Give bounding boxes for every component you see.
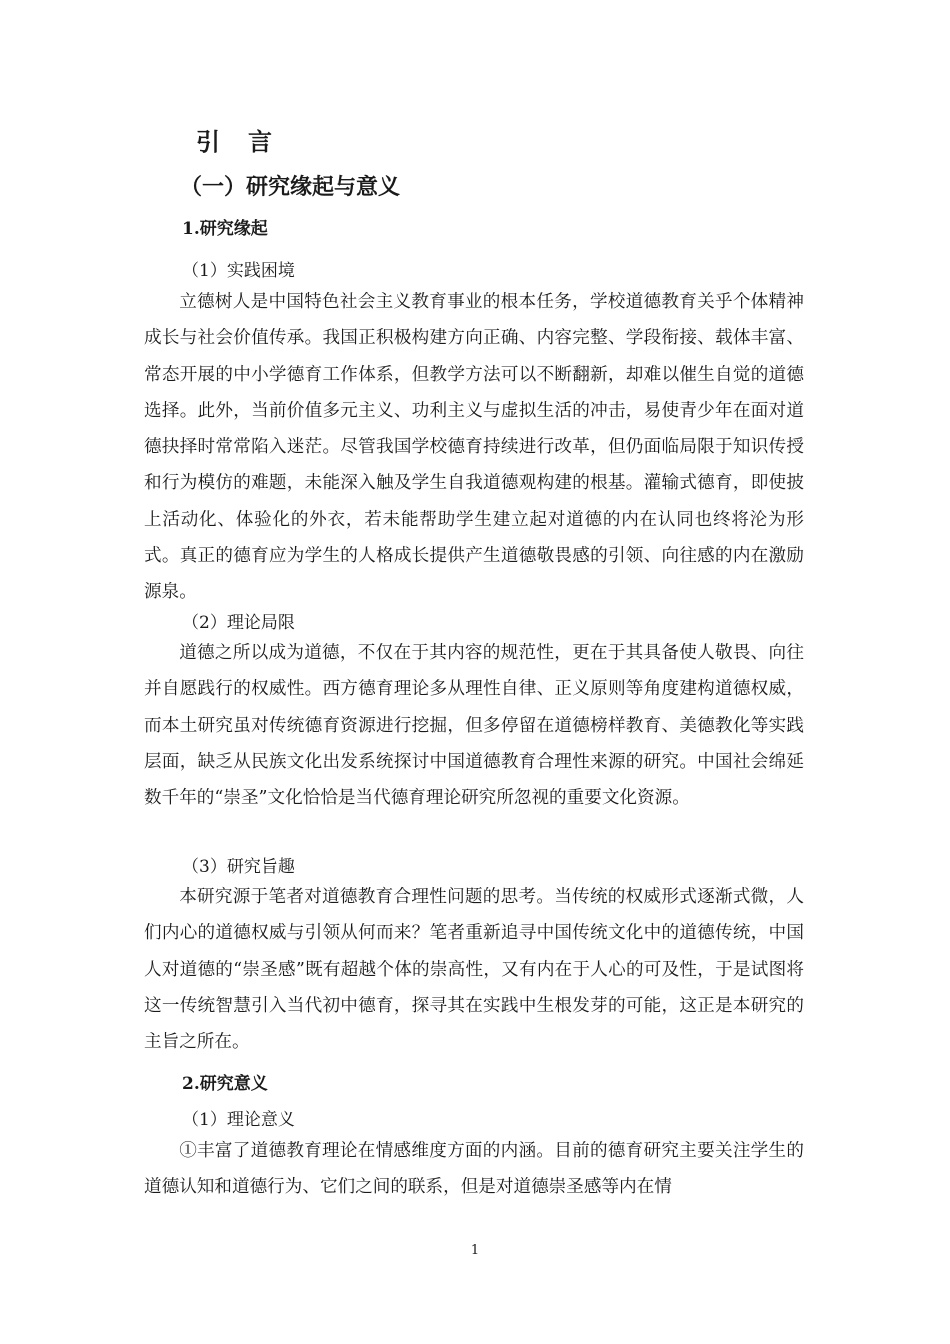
- section-title: （一）研究缘起与意义: [180, 174, 401, 200]
- chapter-title: 引 言: [196, 127, 274, 156]
- paragraph-practice: 立德树人是中国特色社会主义教育事业的根本任务，学校道德教育关乎个体精神成长与社会价值传承。我国正积极构建方向正确、内容完整、学段衔接、载体丰富、常态开展的中小学德育工作体系，但教学方法可以不断翻新，却难以催生自觉的道德选择。此外，当前价值多元主义、功利主义与虚拟生活的冲击，易使青少年在面对道德抉择时常常陷入迷茫。尽管我国学校德育持续进行改革，但仍面临局限于知识传授和行为模仿的难题，未能深入触及学生自我道德观构建的根基。灌输式德育，即使披上活动化、体验化的外衣，若未能帮助学生建立起对道德的内在认同也终将沦为形式。真正的德育应为学生的人格成长提供产生道德敬畏感的引领、向往感的内在激励源泉。: [144, 292, 804, 603]
- point-heading-theory: （2）理论局限: [182, 613, 295, 633]
- page-number: 1: [470, 1243, 480, 1258]
- point-heading-practice: （1）实践困境: [182, 261, 295, 281]
- subsection-title-significance: 2.研究意义: [182, 1074, 268, 1094]
- paragraph-purpose: 本研究源于笔者对道德教育合理性问题的思考。当传统的权威形式逐渐式微，人们内心的道德权威与引领从何而来？笔者重新追寻中国传统文化中的道德传统，中国人对道德的“崇圣感”既有超越个体的崇高性，又有内在于人心的可及性，于是试图将这一传统智慧引入当代初中德育，探寻其在实践中生根发芽的可能，这正是本研究的主旨之所在。: [144, 887, 804, 1053]
- point-heading-purpose: （3）研究旨趣: [182, 857, 295, 877]
- paragraph-theory: 道德之所以成为道德，不仅在于其内容的规范性，更在于其具备使人敬畏、向往并自愿践行的权威性。西方德育理论多从理性自律、正义原则等角度建构道德权威，而本土研究虽对传统德育资源进行挖掘，但多停留在道德榜样教育、美德教化等实践层面，缺乏从民族文化出发系统探讨中国道德教育合理性来源的研究。中国社会绵延数千年的“崇圣”文化恰恰是当代德育理论研究所忽视的重要文化资源。: [144, 643, 804, 809]
- point-heading-theoretical-significance: （1）理论意义: [182, 1110, 295, 1130]
- subsection-title-origin: 1.研究缘起: [182, 219, 268, 239]
- paragraph-theoretical-significance: ①丰富了道德教育理论在情感维度方面的内涵。目前的德育研究主要关注学生的道德认知和道德行为、它们之间的联系，但是对道德崇圣感等内在情: [144, 1141, 804, 1198]
